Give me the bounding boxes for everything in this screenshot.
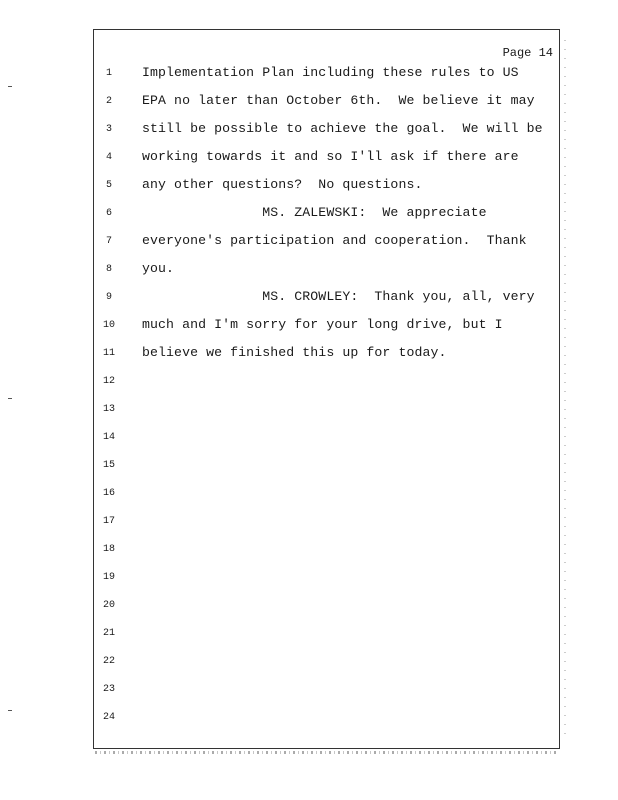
page-number: Page 14 xyxy=(502,46,553,60)
line-number: 3 xyxy=(105,124,112,135)
line-number: 2 xyxy=(105,96,112,107)
line-number: 22 xyxy=(102,656,115,667)
line-number: 18 xyxy=(102,544,115,555)
margin-mark xyxy=(8,710,12,711)
transcript-line: you. xyxy=(142,261,175,276)
transcript-line: everyone's participation and cooperation. Thank xyxy=(142,233,527,248)
line-number: 6 xyxy=(105,208,112,219)
line-number: 16 xyxy=(102,488,115,499)
scan-footer-noise xyxy=(95,751,558,754)
line-number: 15 xyxy=(102,460,115,471)
line-number: 8 xyxy=(105,264,112,275)
line-number: 20 xyxy=(102,600,115,611)
transcript-page xyxy=(93,29,560,749)
transcript-line: MS. ZALEWSKI: We appreciate xyxy=(142,205,487,220)
transcript-line: Implementation Plan including these rules to US xyxy=(142,65,519,80)
line-number: 7 xyxy=(105,236,112,247)
transcript-line: EPA no later than October 6th. We believe it may xyxy=(142,93,535,108)
transcript-line: any other questions? No questions. xyxy=(142,177,423,192)
transcript-line: MS. CROWLEY: Thank you, all, very xyxy=(142,289,535,304)
margin-mark xyxy=(8,86,12,87)
line-number: 10 xyxy=(102,320,115,331)
line-number: 11 xyxy=(102,348,115,359)
line-number: 17 xyxy=(102,516,115,527)
line-number: 4 xyxy=(105,152,112,163)
line-number: 14 xyxy=(102,432,115,443)
line-number: 24 xyxy=(102,712,115,723)
line-number: 1 xyxy=(105,68,112,79)
transcript-line: believe we finished this up for today. xyxy=(142,345,447,360)
scan-edge-dots xyxy=(564,40,566,740)
transcript-line: still be possible to achieve the goal. We will be xyxy=(142,121,543,136)
line-number: 21 xyxy=(102,628,115,639)
margin-mark xyxy=(8,398,12,399)
transcript-line: much and I'm sorry for your long drive, but I xyxy=(142,317,503,332)
line-number: 9 xyxy=(105,292,112,303)
line-number: 5 xyxy=(105,180,112,191)
line-number: 12 xyxy=(102,376,115,387)
line-number: 23 xyxy=(102,684,115,695)
transcript-line: working towards it and so I'll ask if there are xyxy=(142,149,519,164)
line-number: 13 xyxy=(102,404,115,415)
line-number: 19 xyxy=(102,572,115,583)
